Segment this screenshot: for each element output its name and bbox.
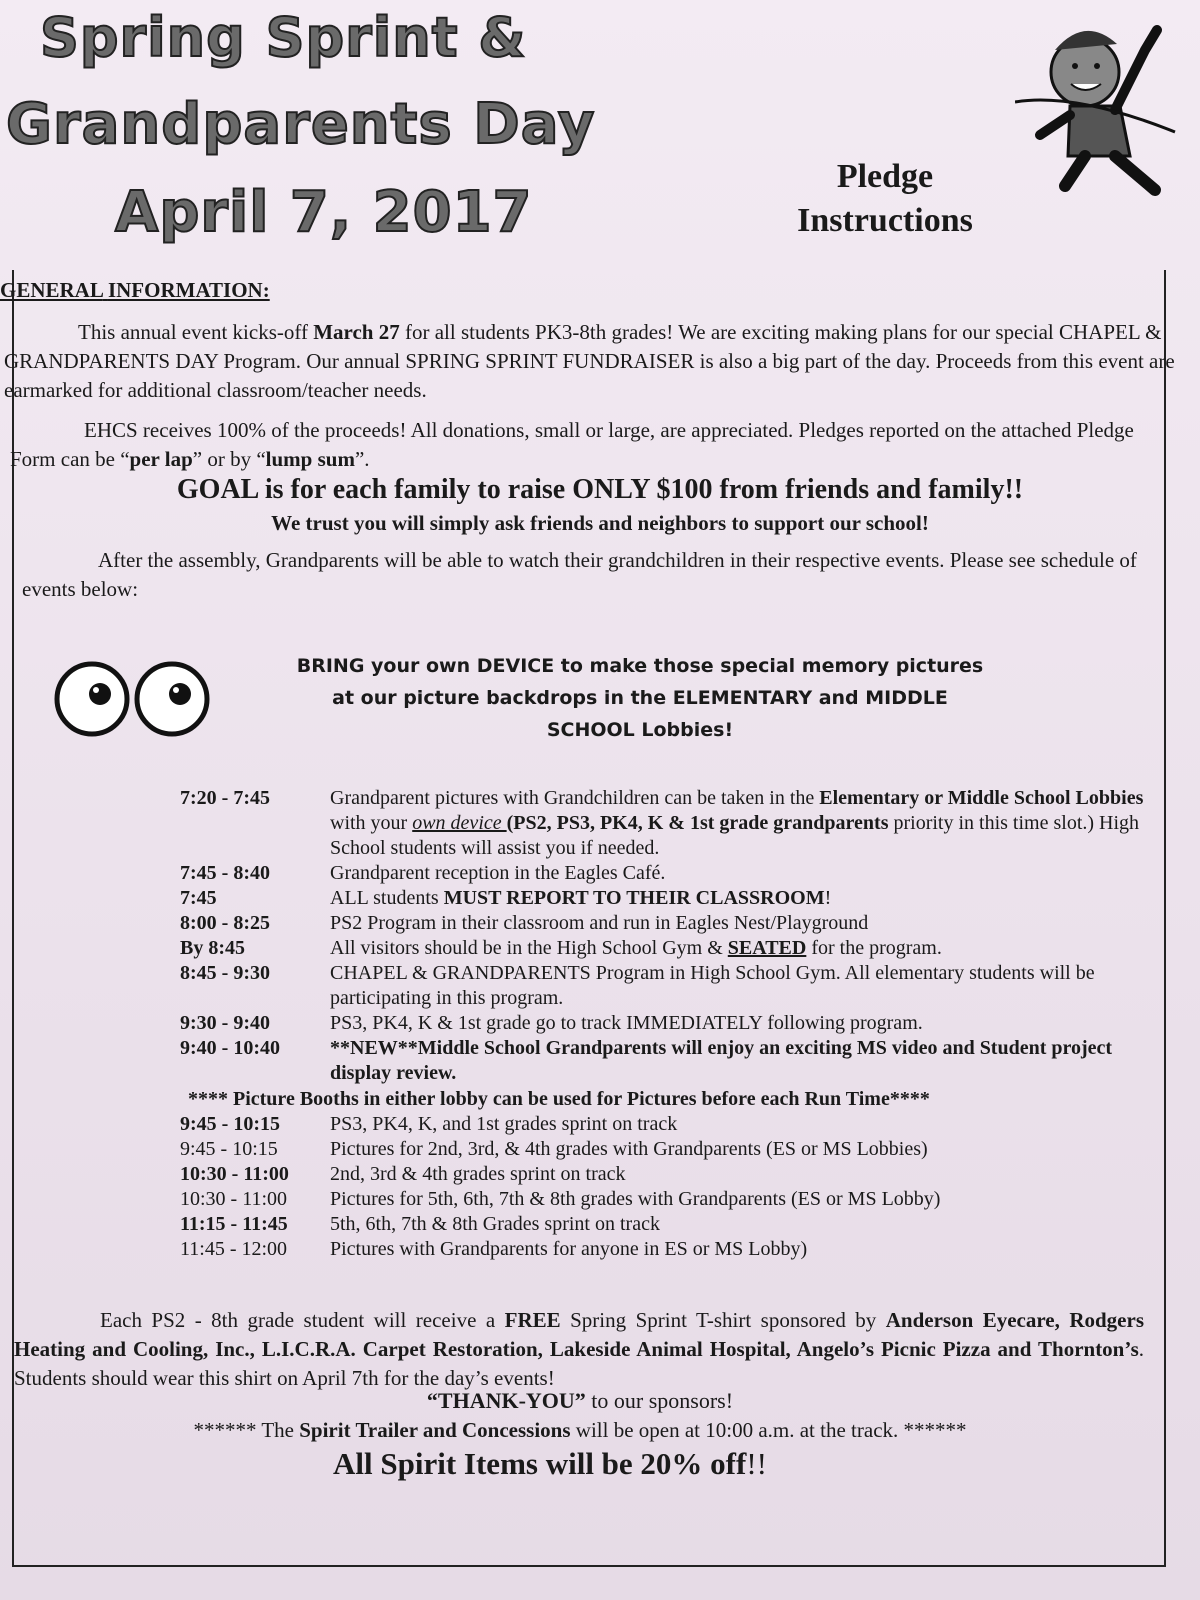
desc-part: with your: [330, 812, 413, 834]
desc-part: for the program.: [806, 937, 942, 959]
schedule-time: 9:40 - 10:40: [180, 1037, 280, 1059]
heading-word-general: GENERAL: [0, 278, 103, 302]
spirit-text-b: Spirit Trailer and Concessions: [299, 1418, 571, 1442]
proceeds-text-a: EHCS receives 100% of the proceeds! All donations, small or large, are appreciated. Pledges reported on the attached Pledge Form can be “: [10, 418, 1134, 471]
assembly-text: After the assembly, Grandparents will be able to watch their grandchildren in their respective events. Please see schedule of events below:: [22, 548, 1137, 601]
schedule-desc: PS3, PK4, K, and 1st grades sprint on track: [330, 1113, 678, 1135]
lump-sum-text: lump sum: [265, 447, 355, 471]
desc-part: (PS2, PS3, PK4, K & 1st grade grandparents: [506, 812, 889, 834]
schedule-time: 7:45: [180, 887, 217, 909]
sale-text: All Spirit Items will be 20% off: [333, 1446, 747, 1481]
schedule-time: 10:30 - 11:00: [180, 1163, 289, 1185]
schedule-time: 7:20 - 7:45: [180, 787, 270, 809]
title-date: April 7, 2017: [115, 180, 533, 245]
schedule-row: [180, 1212, 1150, 1237]
schedule-row: [180, 886, 1150, 911]
running-child-icon: [1015, 10, 1180, 200]
intro-paragraph: [4, 318, 1184, 405]
heading-word-information: INFORMATION:: [107, 278, 270, 302]
schedule-desc: [330, 936, 1150, 961]
intro-text-a: This annual event kicks-off: [78, 320, 314, 344]
schedule-desc: Pictures with Grandparents for anyone in ES or MS Lobby): [330, 1238, 808, 1260]
pledge-instructions-heading: [790, 155, 980, 243]
proceeds-paragraph: [10, 416, 1180, 474]
pledge-line-1: Pledge: [836, 158, 934, 195]
spirit-sale-line: [0, 1446, 1100, 1482]
schedule-time: 9:45 - 10:15: [180, 1113, 280, 1135]
device-line-1: BRING your own DEVICE to make those special memory pictures: [296, 655, 984, 677]
eyes-icon: [52, 658, 217, 740]
desc-part: Elementary or Middle School Lobbies: [819, 787, 1144, 809]
schedule-row: [180, 911, 1150, 936]
schedule-time: 8:00 - 8:25: [180, 912, 270, 934]
schedule-row: [180, 861, 1150, 886]
device-line-3: SCHOOL Lobbies!: [546, 719, 734, 741]
schedule-row: [180, 936, 1150, 961]
pledge-line-2: Instructions: [797, 202, 973, 239]
schedule-desc: PS3, PK4, K & 1st grade go to track IMMEDIATELY following program.: [330, 1012, 923, 1034]
schedule-row: [180, 786, 1150, 861]
schedule-time: 11:45 - 12:00: [180, 1238, 288, 1260]
desc-part: SEATED: [727, 937, 807, 959]
schedule-row: [180, 1187, 1150, 1212]
schedule-desc: Pictures for 2nd, 3rd, & 4th grades with Grandparents (ES or MS Lobbies): [330, 1138, 928, 1160]
schedule-time: 8:45 - 9:30: [180, 962, 270, 984]
schedule-row: [180, 1162, 1150, 1187]
thank-you-rest: to our sponsors!: [585, 1388, 734, 1413]
general-information-heading: [0, 278, 270, 303]
proceeds-text-b: ” or by “: [192, 447, 266, 471]
desc-part: priority in this time slot.) High School students will assist you if needed.: [330, 812, 1140, 859]
kickoff-date: March 27: [313, 320, 400, 344]
schedule-desc: [330, 886, 1150, 911]
title-line-2: Grandparents Day: [6, 92, 596, 157]
schedule-time: 10:30 - 11:00: [180, 1188, 288, 1210]
spirit-text-a: ****** The: [193, 1418, 300, 1442]
schedule-time: 7:45 - 8:40: [180, 862, 270, 884]
desc-part: All visitors should be in the High School Gym &: [330, 937, 728, 959]
thank-you-word: “THANK-YOU”: [426, 1388, 586, 1413]
sponsor-names: Anderson Eyecare, Rodgers Heating and Cooling, Inc., L.I.C.R.A. Carpet Restoration, Lakeside Animal Hospital, Angelo’s Picnic Pizza and Thornton’s: [14, 1308, 1144, 1361]
desc-part: ALL students: [330, 887, 444, 909]
spirit-trailer-line: [0, 1418, 1160, 1443]
schedule-row: [180, 1112, 1150, 1137]
goal-statement: GOAL is for each family to raise ONLY $100 from friends and family!!: [176, 474, 1024, 505]
schedule-time: By 8:45: [180, 937, 245, 959]
desc-part: MUST REPORT TO THEIR CLASSROOM: [443, 887, 825, 909]
schedule-desc: 5th, 6th, 7th & 8th Grades sprint on track: [330, 1213, 660, 1235]
schedule-row: [180, 1011, 1150, 1036]
schedule-desc: [330, 786, 1150, 861]
schedule-desc: **NEW**Middle School Grandparents will enjoy an exciting MS video and Student project display review.: [330, 1037, 1113, 1084]
schedule-row: [180, 961, 1150, 1011]
schedule-desc: Grandparent reception in the Eagles Café.: [330, 862, 666, 884]
title-line-1: Spring Sprint &: [40, 6, 527, 69]
schedule-time: 9:45 - 10:15: [180, 1138, 278, 1160]
sponsor-text-a: Each PS2 - 8th grade student will receive a: [100, 1308, 505, 1332]
free-text: FREE: [504, 1308, 561, 1332]
schedule-desc: 2nd, 3rd & 4th grades sprint on track: [330, 1163, 626, 1185]
sale-exclamation: !!: [746, 1446, 767, 1481]
schedule-time: 11:15 - 11:45: [180, 1213, 288, 1235]
per-lap-text: per lap: [129, 447, 193, 471]
schedule-desc: PS2 Program in their classroom and run in Eagles Nest/Playground: [330, 912, 869, 934]
thank-you-line: [0, 1388, 1160, 1414]
sponsor-text-e: . Students should wear this shirt on April 7th for the day’s events!: [14, 1337, 1144, 1390]
desc-part: Grandparent pictures with Grandchildren can be taken in the: [330, 787, 820, 809]
device-line-2: at our picture backdrops in the ELEMENTARY and MIDDLE: [332, 687, 948, 709]
schedule-row: [180, 1237, 1150, 1262]
schedule-row: [180, 1036, 1150, 1086]
spirit-text-c: will be open at 10:00 a.m. at the track. ******: [570, 1418, 967, 1442]
intro-text-b: for all students PK3-8th grades! We are exciting making plans for our special CHAPEL & GRANDPARENTS DAY Program. Our annual SPRING SPRINT FUNDRAISER is also a big part of the day. Proceeds from this event are earmarked for additional classroom/teacher needs.: [4, 320, 1175, 402]
schedule-time: 9:30 - 9:40: [180, 1012, 270, 1034]
desc-part: own device: [412, 812, 507, 834]
sponsor-paragraph: [14, 1306, 1144, 1393]
schedule-row: [180, 1137, 1150, 1162]
bring-device-note: [230, 650, 1050, 746]
picture-booth-note: **** Picture Booths in either lobby can be used for Pictures before each Run Time****: [188, 1088, 930, 1110]
event-schedule: [180, 786, 1150, 1262]
schedule-desc: Pictures for 5th, 6th, 7th & 8th grades with Grandparents (ES or MS Lobby): [330, 1188, 941, 1210]
trust-statement: We trust you will simply ask friends and neighbors to support our school!: [271, 511, 929, 535]
desc-part: !: [824, 887, 832, 909]
sponsor-text-c: Spring Sprint T-shirt sponsored by: [560, 1308, 886, 1332]
assembly-paragraph: [22, 546, 1182, 604]
proceeds-text-c: ”.: [354, 447, 370, 471]
schedule-desc: CHAPEL & GRANDPARENTS Program in High School Gym. All elementary students will be participating in this program.: [330, 962, 1095, 1009]
